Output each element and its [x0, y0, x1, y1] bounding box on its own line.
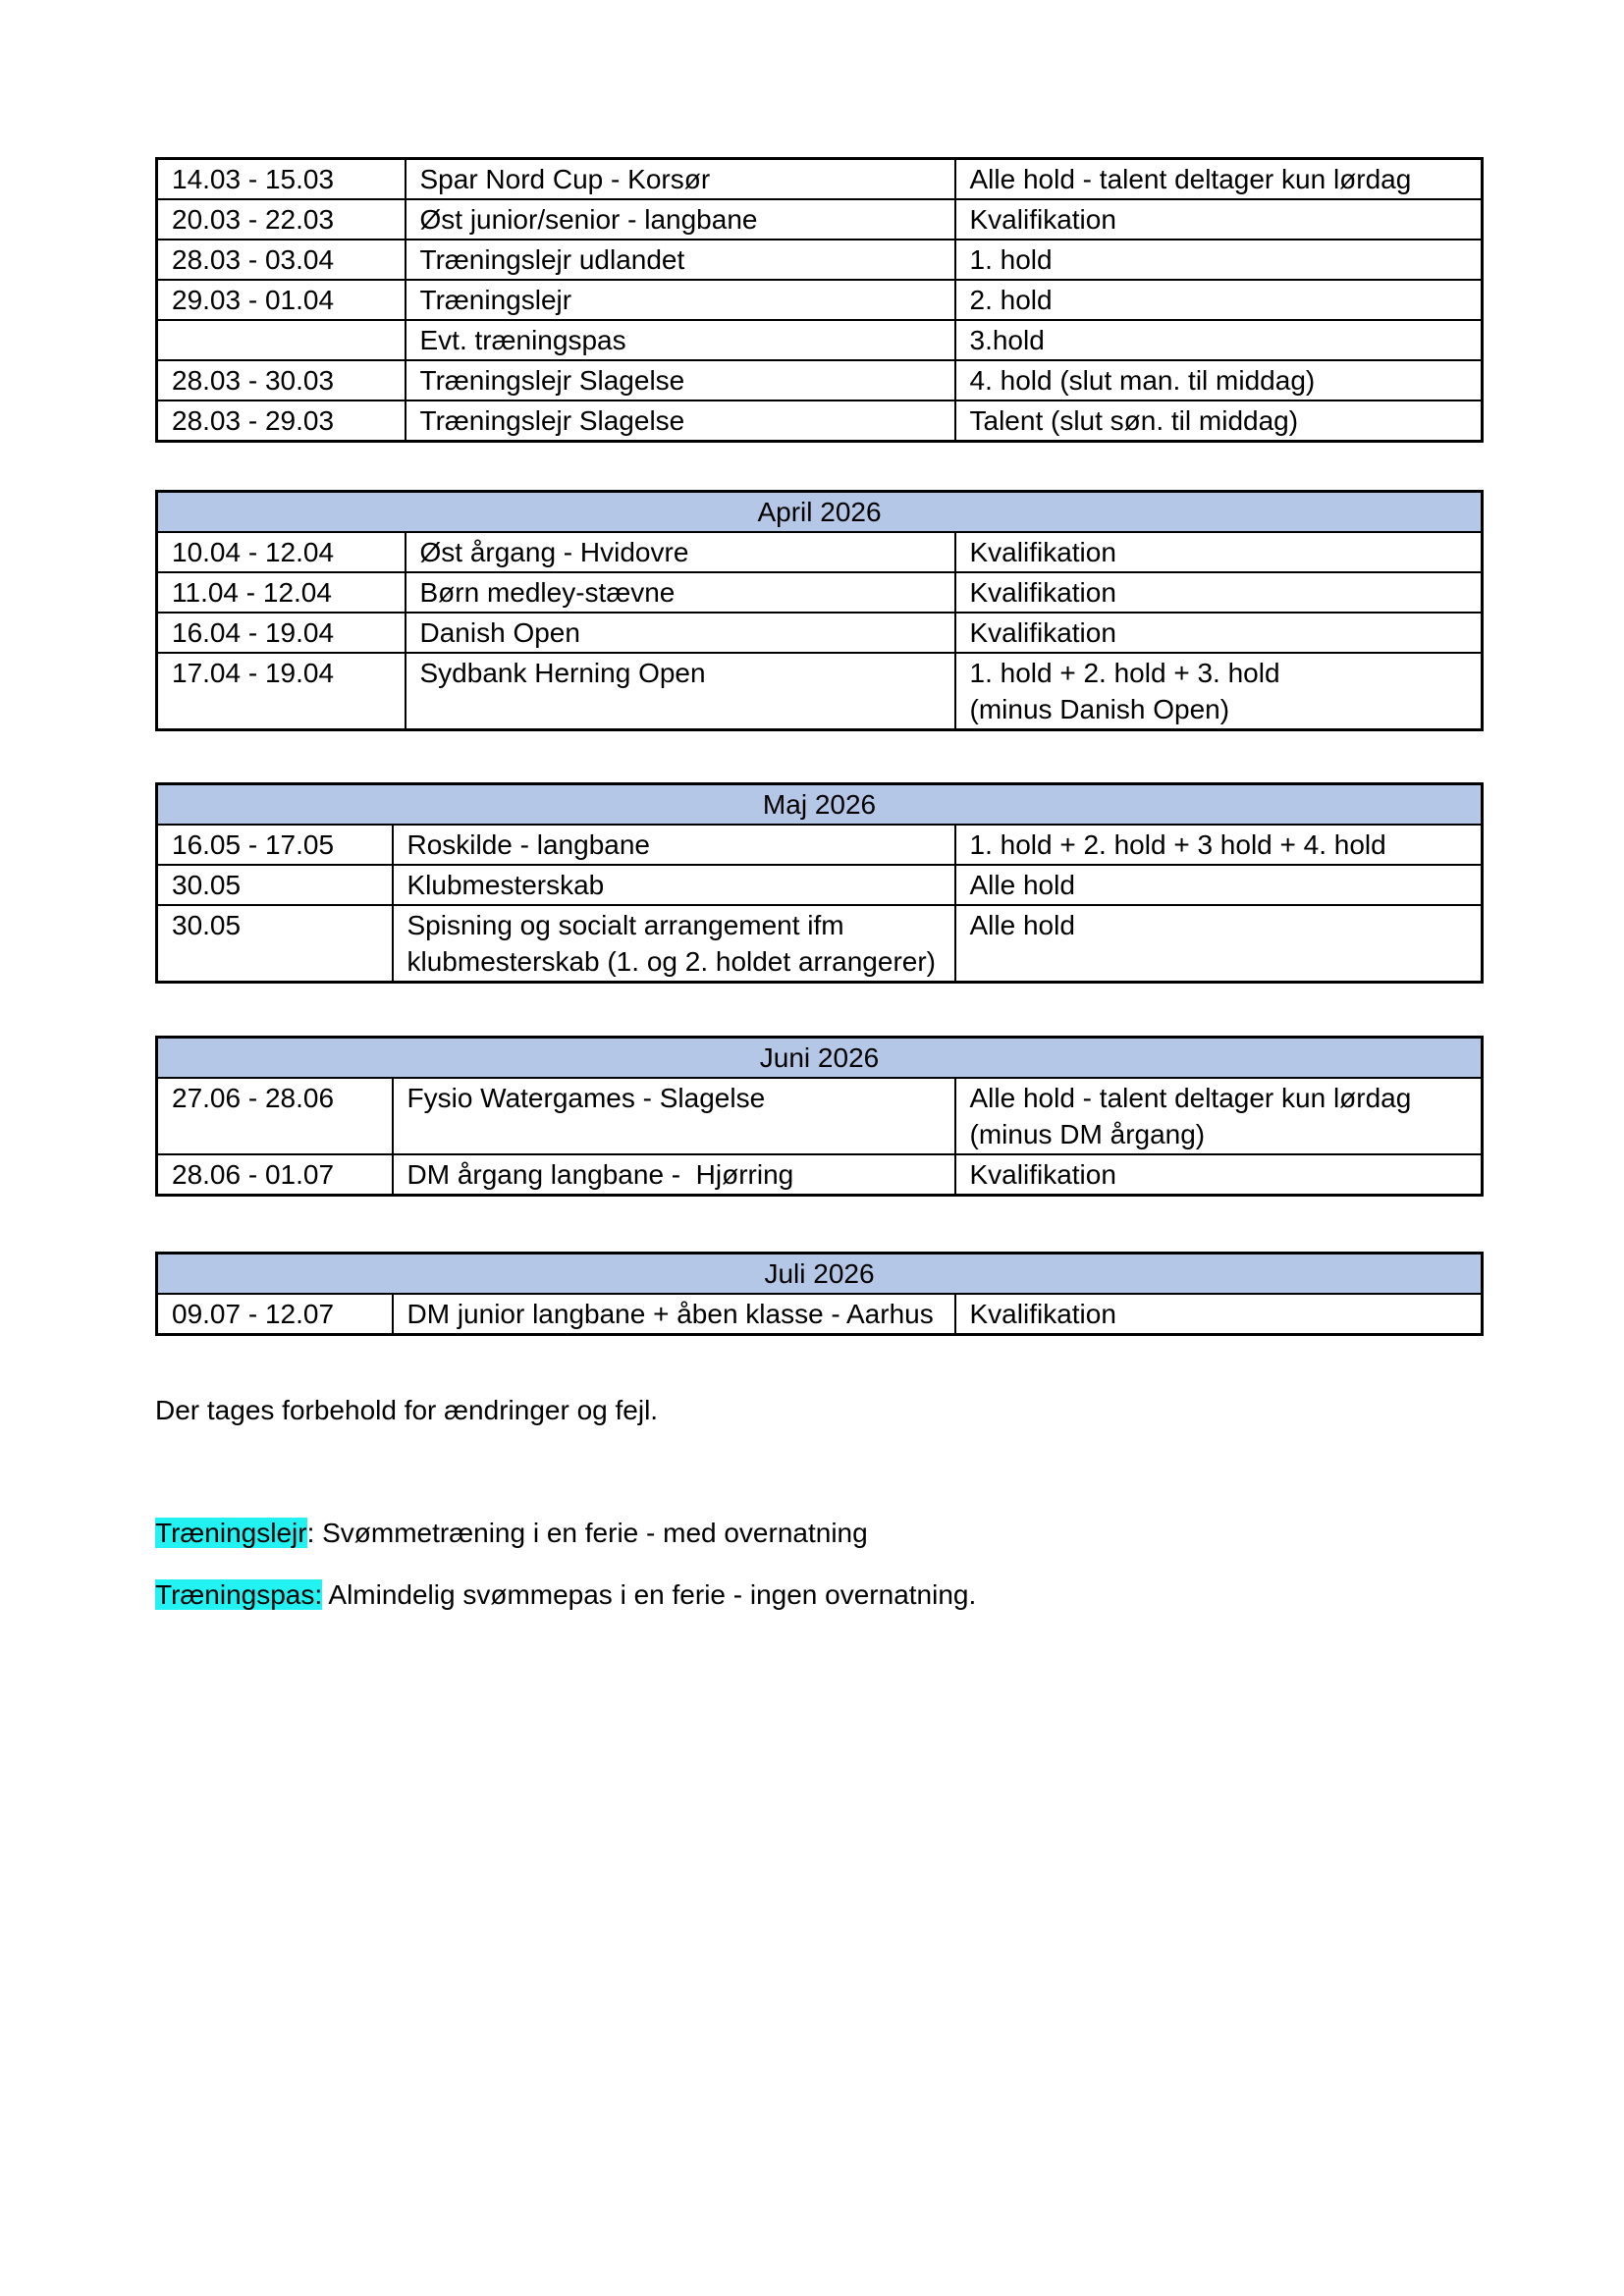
event-cell: Spar Nord Cup - Korsør [406, 159, 955, 200]
table-row [157, 825, 1483, 865]
table-row [157, 240, 1483, 280]
table-row [157, 360, 1483, 400]
team-cell: Talent (slut søn. til middag) [955, 400, 1483, 442]
table-row [157, 280, 1483, 320]
team-cell: Kvalifikation [955, 1154, 1483, 1196]
disclaimer-text: Der tages forbehold for ændringer og fejl. [155, 1395, 659, 1425]
event-cell: Træningslejr Slagelse [406, 400, 955, 442]
event-cell: Børn medley-stævne [406, 572, 955, 613]
team-cell: 2. hold [955, 280, 1483, 320]
team-cell: Kvalifikation [955, 613, 1483, 653]
date-cell [157, 320, 406, 360]
may-schedule-table [155, 782, 1484, 984]
date-cell: 17.04 - 19.04 [157, 653, 406, 730]
team-cell: 3.hold [955, 320, 1483, 360]
event-cell [393, 905, 955, 983]
date-cell: 10.04 - 12.04 [157, 532, 406, 572]
team-line: Alle hold - talent deltager kun lørdag [969, 1083, 1412, 1113]
event-line: Spisning og socialt arrangement ifm [406, 910, 844, 940]
definition-text: : Svømmetræning i en ferie - med overnatning [306, 1518, 868, 1548]
highlighted-term: Træningslejr [155, 1518, 307, 1548]
month-title: Maj 2026 [157, 784, 1483, 826]
definition-text: Almindelig svømmepas i en ferie - ingen overnatning. [322, 1579, 977, 1610]
event-cell: DM junior langbane + åben klasse - Aarhus [393, 1294, 955, 1335]
event-cell: Sydbank Herning Open [406, 653, 955, 730]
table-row [157, 400, 1483, 442]
date-cell: 16.05 - 17.05 [157, 825, 393, 865]
team-cell: 1. hold [955, 240, 1483, 280]
team-cell [955, 653, 1483, 730]
date-cell: 14.03 - 15.03 [157, 159, 406, 200]
table-row [157, 905, 1483, 983]
table-row [157, 865, 1483, 905]
date-cell: 30.05 [157, 905, 393, 983]
team-cell: Alle hold - talent deltager kun lørdag [955, 159, 1483, 200]
table-row [157, 572, 1483, 613]
table-row [157, 613, 1483, 653]
event-cell: Øst årgang - Hvidovre [406, 532, 955, 572]
event-cell: DM årgang langbane - Hjørring [393, 1154, 955, 1196]
team-cell: Kvalifikation [955, 199, 1483, 240]
table-row [157, 653, 1483, 730]
event-cell: Øst junior/senior - langbane [406, 199, 955, 240]
event-cell: Roskilde - langbane [393, 825, 955, 865]
definition-traeningslejr [155, 1515, 868, 1552]
table-row [157, 1154, 1483, 1196]
team-cell: Alle hold [955, 905, 1483, 983]
month-header-row [157, 1254, 1483, 1295]
team-cell [955, 1078, 1483, 1154]
month-header-row [157, 784, 1483, 826]
event-cell: Træningslejr Slagelse [406, 360, 955, 400]
march-schedule-table [155, 157, 1484, 443]
team-cell: Alle hold [955, 865, 1483, 905]
team-line: (minus DM årgang) [969, 1119, 1206, 1149]
team-line: (minus Danish Open) [969, 694, 1230, 724]
month-title: April 2026 [157, 492, 1483, 533]
date-cell: 11.04 - 12.04 [157, 572, 406, 613]
july-schedule-table [155, 1252, 1484, 1336]
table-row [157, 159, 1483, 200]
team-cell: 4. hold (slut man. til middag) [955, 360, 1483, 400]
event-line: klubmesterskab (1. og 2. holdet arrangerer) [406, 946, 936, 977]
event-cell: Danish Open [406, 613, 955, 653]
month-header-row [157, 492, 1483, 533]
date-cell: 30.05 [157, 865, 393, 905]
month-title: Juli 2026 [157, 1254, 1483, 1295]
month-title: Juni 2026 [157, 1038, 1483, 1079]
date-cell: 29.03 - 01.04 [157, 280, 406, 320]
date-cell: 27.06 - 28.06 [157, 1078, 393, 1154]
table-row [157, 320, 1483, 360]
date-cell: 09.07 - 12.07 [157, 1294, 393, 1335]
june-schedule-table [155, 1036, 1484, 1197]
table-row [157, 1294, 1483, 1335]
date-cell: 28.03 - 03.04 [157, 240, 406, 280]
team-cell: Kvalifikation [955, 532, 1483, 572]
event-cell: Evt. træningspas [406, 320, 955, 360]
team-cell: 1. hold + 2. hold + 3 hold + 4. hold [955, 825, 1483, 865]
table-row [157, 199, 1483, 240]
event-cell: Træningslejr udlandet [406, 240, 955, 280]
highlighted-term: Træningspas: [155, 1579, 323, 1610]
table-row [157, 1078, 1483, 1154]
april-schedule-table [155, 490, 1484, 731]
team-line: 1. hold + 2. hold + 3. hold [969, 658, 1280, 688]
team-cell: Kvalifikation [955, 572, 1483, 613]
event-cell: Fysio Watergames - Slagelse [393, 1078, 955, 1154]
date-cell: 20.03 - 22.03 [157, 199, 406, 240]
date-cell: 28.06 - 01.07 [157, 1154, 393, 1196]
date-cell: 28.03 - 30.03 [157, 360, 406, 400]
definition-traeningspas [155, 1576, 976, 1614]
event-cell: Træningslejr [406, 280, 955, 320]
month-header-row [157, 1038, 1483, 1079]
team-cell: Kvalifikation [955, 1294, 1483, 1335]
table-row [157, 532, 1483, 572]
date-cell: 16.04 - 19.04 [157, 613, 406, 653]
event-cell: Klubmesterskab [393, 865, 955, 905]
date-cell: 28.03 - 29.03 [157, 400, 406, 442]
